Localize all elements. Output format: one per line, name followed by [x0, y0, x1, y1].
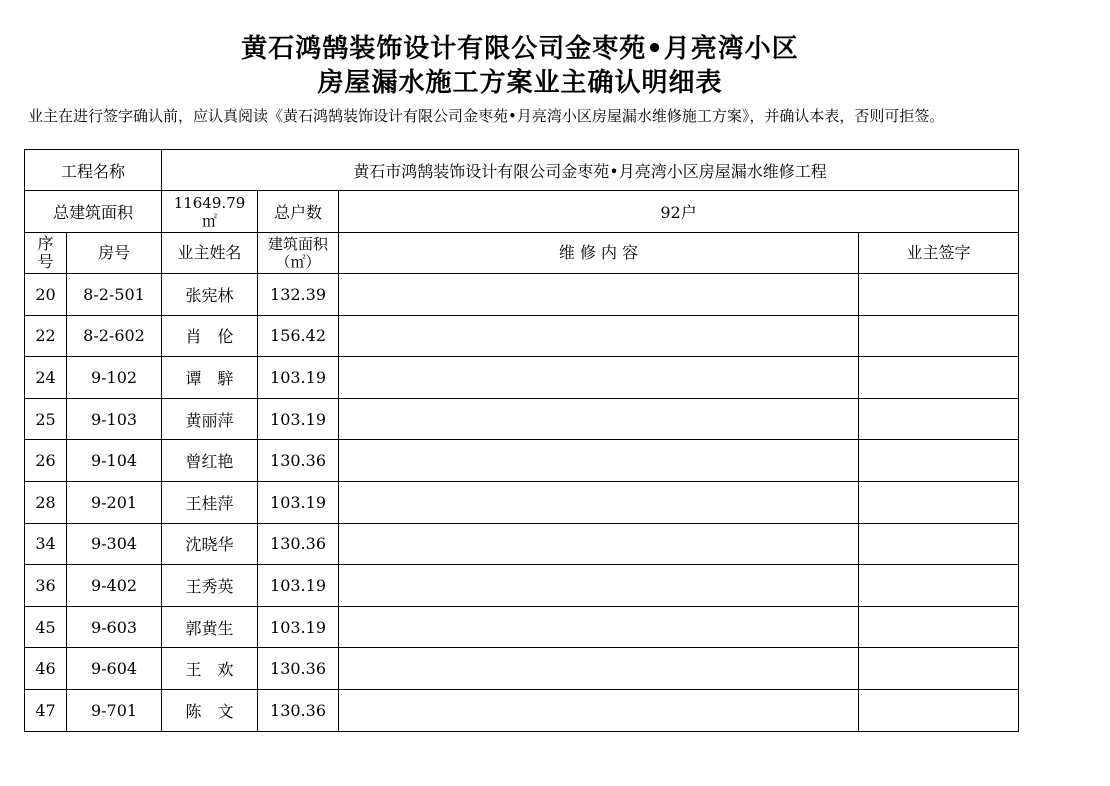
row-signature-cell[interactable] [859, 357, 1019, 399]
row-room: 9-701 [67, 689, 162, 731]
row-owner: 王桂萍 [162, 481, 258, 523]
row-room: 9-304 [67, 523, 162, 565]
row-area: 103.19 [258, 481, 339, 523]
row-content-cell[interactable] [339, 315, 859, 357]
header-seq [25, 233, 67, 274]
row-owner: 肖 伦 [162, 315, 258, 357]
row-content-cell[interactable] [339, 606, 859, 648]
header-seq-line2: 号 [37, 252, 54, 271]
total-area-value: 11649.79 [173, 193, 246, 212]
table-row [25, 689, 1019, 731]
header-signature: 业主签字 [859, 233, 1019, 274]
row-content-cell[interactable] [339, 274, 859, 316]
row-content-cell[interactable] [339, 689, 859, 731]
project-name-row [25, 150, 1019, 191]
row-seq: 22 [25, 315, 67, 357]
table-row [25, 523, 1019, 565]
row-owner: 陈 文 [162, 689, 258, 731]
table-header-row [25, 233, 1019, 274]
row-room: 8-2-501 [67, 274, 162, 316]
row-owner: 谭 騂 [162, 357, 258, 399]
row-owner: 黄丽萍 [162, 398, 258, 440]
header-area [258, 233, 339, 274]
row-room: 9-402 [67, 565, 162, 607]
document-title-line1: 黄石鸿鹄装饰设计有限公司金枣苑•月亮湾小区 [241, 34, 799, 64]
row-content-cell[interactable] [339, 357, 859, 399]
document-title-line2: 房屋漏水施工方案业主确认明细表 [317, 68, 723, 98]
header-area-line2: （㎡） [275, 253, 321, 271]
signing-notice: 业主在进行签字确认前，应认真阅读《黄石鸿鹄装饰设计有限公司金枣苑•月亮湾小区房屋漏水维修施工方案》，并确认本表，否则可拒签。 [28, 107, 945, 125]
row-content-cell[interactable] [339, 481, 859, 523]
row-signature-cell[interactable] [859, 481, 1019, 523]
row-room: 9-102 [67, 357, 162, 399]
row-room: 8-2-602 [67, 315, 162, 357]
row-owner: 曾红艳 [162, 440, 258, 482]
table-row [25, 606, 1019, 648]
row-room: 9-103 [67, 398, 162, 440]
row-room: 9-104 [67, 440, 162, 482]
row-signature-cell[interactable] [859, 315, 1019, 357]
row-area: 103.19 [258, 398, 339, 440]
table-row [25, 565, 1019, 607]
header-content: 维 修 内 容 [339, 233, 859, 274]
header-owner: 业主姓名 [162, 233, 258, 274]
table-row [25, 357, 1019, 399]
households-value: 92户 [339, 191, 1019, 233]
owner-confirmation-table [24, 149, 1019, 732]
row-seq: 28 [25, 481, 67, 523]
row-owner: 张宪林 [162, 274, 258, 316]
row-signature-cell[interactable] [859, 274, 1019, 316]
header-area-line1: 建筑面积 [268, 235, 329, 253]
row-room: 9-603 [67, 606, 162, 648]
project-summary-row [25, 191, 1019, 233]
row-area: 156.42 [258, 315, 339, 357]
table-row [25, 481, 1019, 523]
row-area: 130.36 [258, 523, 339, 565]
project-name-label: 工程名称 [25, 150, 162, 191]
row-area: 130.36 [258, 440, 339, 482]
row-seq: 36 [25, 565, 67, 607]
row-owner: 郭黄生 [162, 606, 258, 648]
row-signature-cell[interactable] [859, 398, 1019, 440]
row-area: 130.36 [258, 689, 339, 731]
row-signature-cell[interactable] [859, 523, 1019, 565]
households-label: 总户数 [258, 191, 339, 233]
table-row [25, 398, 1019, 440]
project-name-value: 黄石市鸿鹄装饰设计有限公司金枣苑•月亮湾小区房屋漏水维修工程 [162, 150, 1019, 191]
row-room: 9-201 [67, 481, 162, 523]
row-owner: 王秀英 [162, 565, 258, 607]
row-content-cell[interactable] [339, 648, 859, 690]
row-seq: 25 [25, 398, 67, 440]
table-row [25, 315, 1019, 357]
row-seq: 45 [25, 606, 67, 648]
table-row [25, 440, 1019, 482]
row-owner: 沈晓华 [162, 523, 258, 565]
row-seq: 46 [25, 648, 67, 690]
table-row [25, 274, 1019, 316]
row-signature-cell[interactable] [859, 440, 1019, 482]
header-room: 房号 [67, 233, 162, 274]
row-area: 103.19 [258, 606, 339, 648]
row-seq: 34 [25, 523, 67, 565]
row-signature-cell[interactable] [859, 565, 1019, 607]
row-content-cell[interactable] [339, 398, 859, 440]
row-room: 9-604 [67, 648, 162, 690]
row-seq: 24 [25, 357, 67, 399]
row-area: 103.19 [258, 565, 339, 607]
row-area: 103.19 [258, 357, 339, 399]
total-area-cell [162, 191, 258, 233]
row-signature-cell[interactable] [859, 648, 1019, 690]
row-seq: 20 [25, 274, 67, 316]
row-content-cell[interactable] [339, 523, 859, 565]
total-area-label: 总建筑面积 [25, 191, 162, 233]
row-signature-cell[interactable] [859, 689, 1019, 731]
row-area: 132.39 [258, 274, 339, 316]
row-seq: 26 [25, 440, 67, 482]
row-owner: 王 欢 [162, 648, 258, 690]
total-area-unit: ㎡ [202, 211, 218, 230]
header-seq-line1: 序 [37, 234, 54, 253]
row-content-cell[interactable] [339, 565, 859, 607]
row-area: 130.36 [258, 648, 339, 690]
row-signature-cell[interactable] [859, 606, 1019, 648]
table-row [25, 648, 1019, 690]
row-content-cell[interactable] [339, 440, 859, 482]
row-seq: 47 [25, 689, 67, 731]
